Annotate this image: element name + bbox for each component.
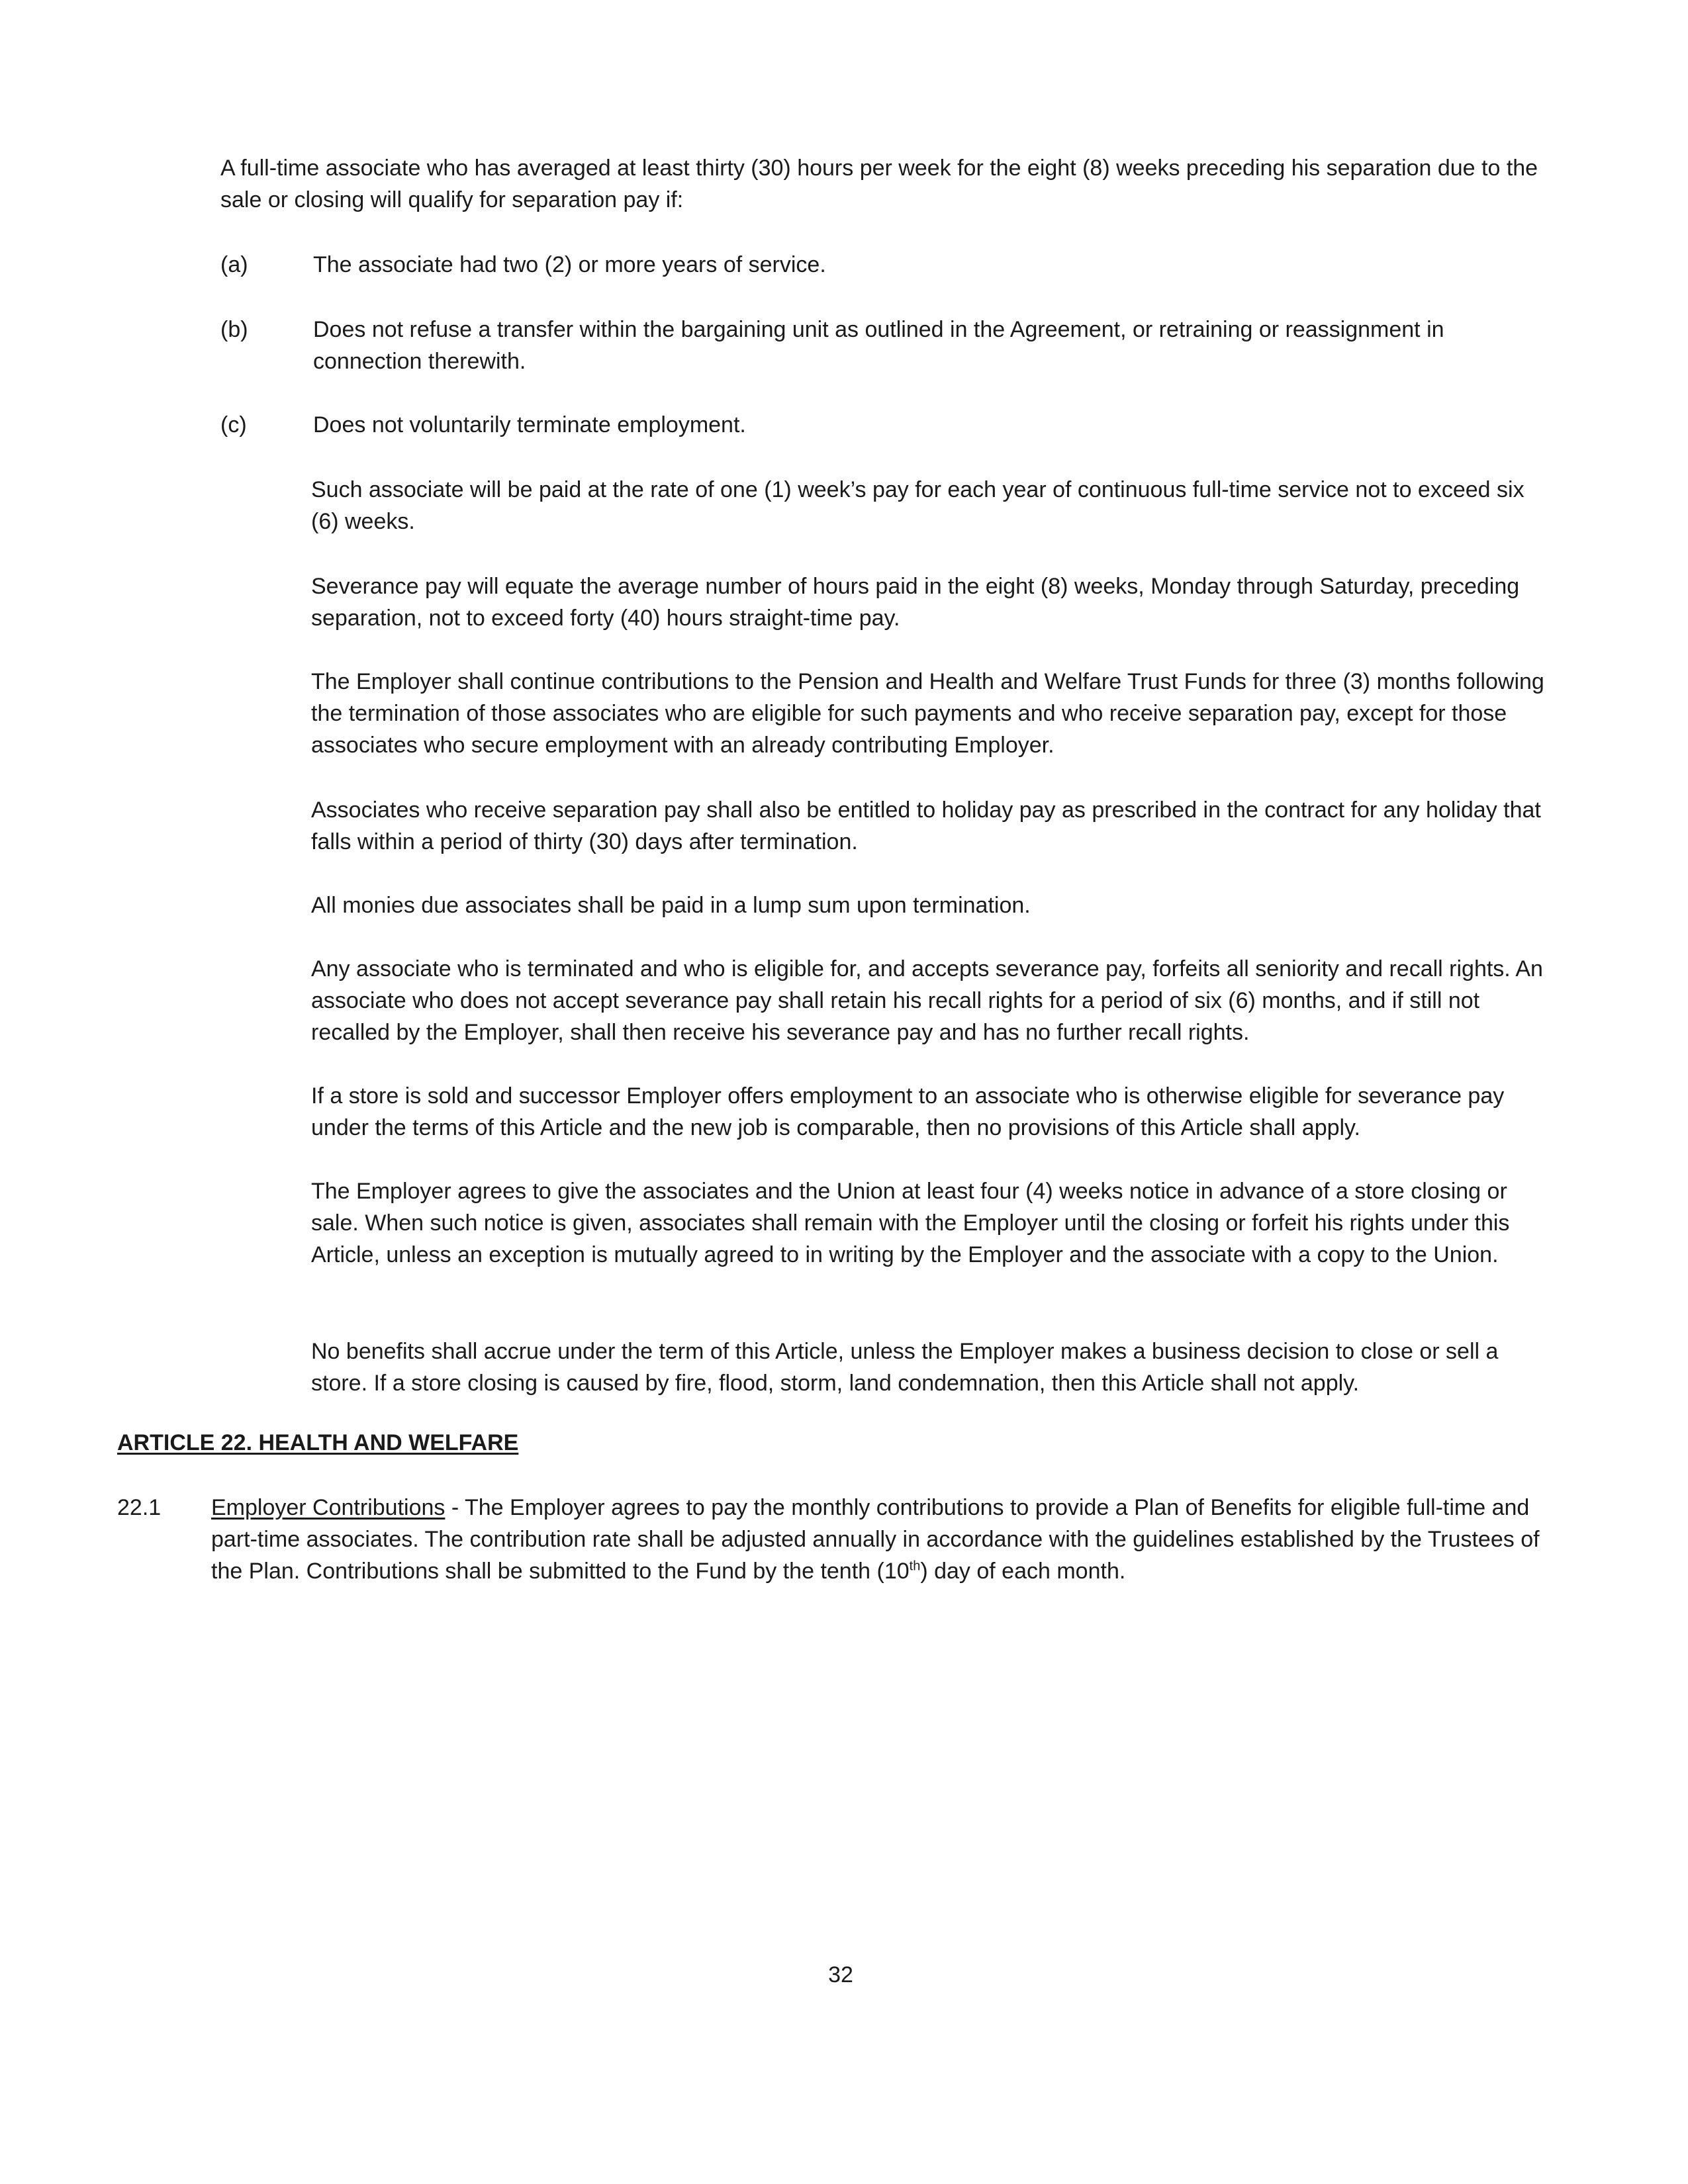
section-body-end: ) day of each month. <box>920 1559 1126 1584</box>
section-number: 22.1 <box>117 1495 162 1520</box>
condition-text: The associate had two (2) or more years of service. <box>313 252 826 277</box>
condition-marker: (c) <box>220 412 247 437</box>
intro-paragraph: A full-time associate who has averaged at least thirty (30) hours per week for the eight (8) weeks preceding his separation due to the sale or closing will qualify for separation pay if: <box>220 156 1538 212</box>
body-paragraph: The Employer agrees to give the associates and the Union at least four (4) weeks notice in advance of a store closing or sale. When such notice is given, associates shall remain with the Employer until the closing or forfeit his rights under this Article, unless an exception is mutually agreed to in writing by the Employer and the associate with a copy to the Union. <box>311 1179 1510 1267</box>
body-paragraph: All monies due associates shall be paid in a lump sum upon termination. <box>311 893 1031 918</box>
body-paragraph: Associates who receive separation pay shall also be entitled to holiday pay as prescribed in the contract for any holiday that falls within a period of thirty (30) days after termination. <box>311 797 1541 854</box>
article-heading: ARTICLE 22. HEALTH AND WELFARE <box>117 1430 519 1455</box>
section-title: Employer Contributions <box>211 1495 445 1520</box>
condition-marker: (b) <box>220 317 248 342</box>
ordinal-superscript: th <box>909 1559 921 1574</box>
section-body: - The Employer agrees to pay the monthly contributions to provide a Plan of Benefits for eligible full-time and part-time associates. The contribution rate shall be adjusted annually in accordance with the guidelines established by the Trustees of the Plan. Contributions shall be submitted to the Fund by the tenth (10 <box>211 1495 1540 1584</box>
body-paragraph: No benefits shall accrue under the term of this Article, unless the Employer makes a business decision to close or sell a store. If a store closing is caused by fire, flood, storm, land condemnation, then this Article shall not apply. <box>311 1339 1499 1396</box>
condition-text: Does not refuse a transfer within the bargaining unit as outlined in the Agreement, or retraining or reassignment in connection therewith. <box>313 317 1444 374</box>
page-number: 32 <box>828 1962 853 1987</box>
condition-marker: (a) <box>220 252 248 277</box>
section-text <box>211 1492 1562 1587</box>
body-paragraph: Such associate will be paid at the rate of one (1) week’s pay for each year of continuous full-time service not to exceed six (6) weeks. <box>311 477 1524 534</box>
body-paragraph: The Employer shall continue contributions to the Pension and Health and Welfare Trust Funds for three (3) months following the termination of those associates who are eligible for such payments and who receive separation pay, except for those associates who secure employment with an already contributing Employer. <box>311 669 1544 758</box>
body-paragraph: If a store is sold and successor Employer offers employment to an associate who is otherwise eligible for severance pay under the terms of this Article and the new job is comparable, then no provisions of this Article shall apply. <box>311 1083 1505 1140</box>
body-paragraph: Any associate who is terminated and who is eligible for, and accepts severance pay, forfeits all seniority and recall rights. An associate who does not accept severance pay shall retain his recall rights for a period of six (6) months, and if still not recalled by the Employer, shall then receive his severance pay and has no further recall rights. <box>311 956 1543 1045</box>
body-paragraph: Severance pay will equate the average number of hours paid in the eight (8) weeks, Monday through Saturday, preceding separation, not to exceed forty (40) hours straight-time pay. <box>311 574 1520 631</box>
condition-text: Does not voluntarily terminate employment. <box>313 412 746 437</box>
